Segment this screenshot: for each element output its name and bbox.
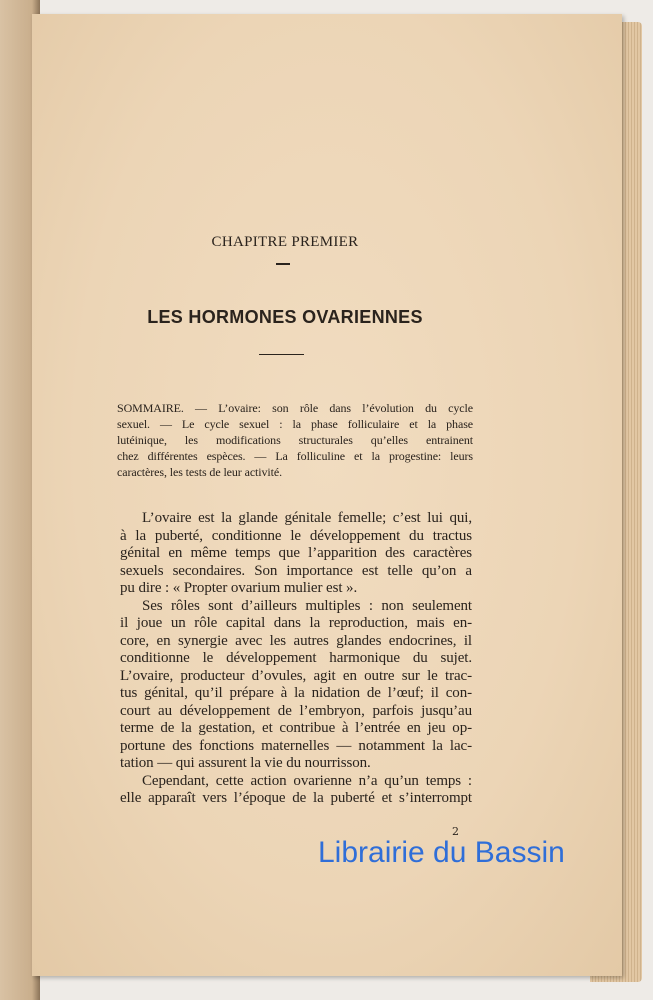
body-line: génital en même temps que l’apparition des caractères bbox=[120, 545, 472, 561]
book-page bbox=[32, 14, 622, 976]
chapter-label: CHAPITRE PREMIER bbox=[211, 234, 359, 250]
body-line: conditionne le développement harmonique du sujet. bbox=[120, 650, 472, 666]
body-line: court au développement de l’embryon, parfois jusqu’au bbox=[120, 702, 472, 719]
body-line: terme de la gestation, et contribue à l’entrée en jeu op- bbox=[120, 720, 472, 736]
page-number: 2 bbox=[452, 825, 459, 838]
body-line: L’ovaire est la glande génitale femelle; c’est lui qui, bbox=[142, 510, 472, 526]
body-line: tus génital, qu’il prépare à la nidation de l’œuf; il con- bbox=[120, 685, 472, 701]
chapter-dash bbox=[276, 263, 290, 265]
body-line: elle apparaît vers l’époque de la puberté et s’interrompt bbox=[120, 790, 472, 806]
body-line: tation — qui assurent la vie du nourrisson. bbox=[120, 755, 371, 771]
chapter-title: LES HORMONES OVARIENNES bbox=[147, 307, 423, 327]
body-text bbox=[120, 510, 472, 808]
summary-line: caractères, les tests de leur activité. bbox=[117, 465, 283, 479]
body-line: Ses rôles sont d’ailleurs multiples : non seulement bbox=[142, 597, 472, 614]
body-line: L’ovaire, producteur d’ovules, agit en outre sur le trac- bbox=[120, 667, 472, 684]
body-line: Cependant, cette action ovarienne n’a qu’un temps : bbox=[142, 772, 472, 789]
watermark: Librairie du Bassin bbox=[318, 836, 565, 869]
title-rule bbox=[259, 354, 304, 355]
body-line: portune des fonctions maternelles — notamment la lac- bbox=[120, 737, 472, 754]
summary-line: SOMMAIRE. — L’ovaire: son rôle dans l’évolution du cycle bbox=[117, 401, 473, 415]
body-line: il joue un rôle capital dans la reproduction, mais en- bbox=[120, 615, 472, 631]
body-line: core, en synergie avec les autres glandes endocrines, il bbox=[120, 632, 472, 649]
body-line: pu dire : « Propter ovarium mulier est ». bbox=[120, 580, 358, 596]
body-line: à la puberté, conditionne le développement du tractus bbox=[120, 527, 472, 544]
summary bbox=[117, 400, 473, 480]
summary-line: lutéinique, les modifications structurales qu’elles entrainent bbox=[117, 433, 473, 447]
summary-line: sexuel. — Le cycle sexuel : la phase folliculaire et la phase bbox=[117, 417, 473, 431]
summary-line: chez différentes espèces. — La folliculine et la progestine: leurs bbox=[117, 449, 473, 463]
body-line: sexuels secondaires. Son importance est telle qu’on a bbox=[120, 562, 472, 579]
